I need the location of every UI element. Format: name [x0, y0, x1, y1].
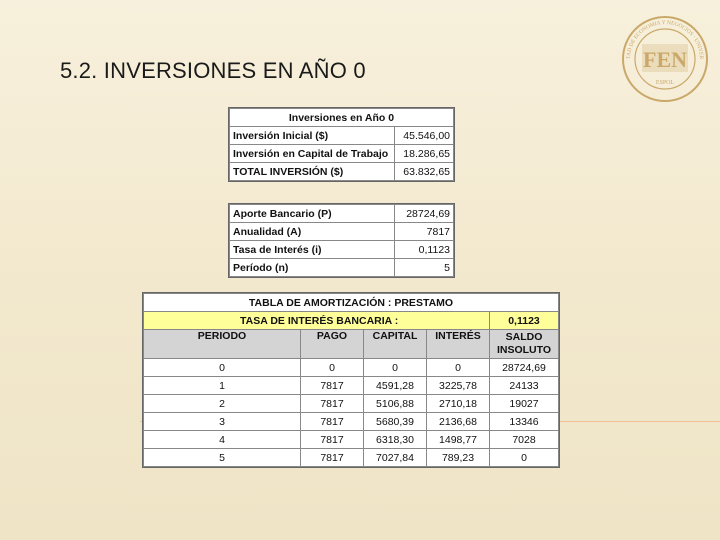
col-header-saldo: SALDO INSOLUTO [490, 330, 559, 359]
table-row: Período (n) 5 [230, 259, 454, 277]
col-header-interes: INTERÉS [427, 330, 490, 359]
col-header-periodo: PERIODO [144, 330, 301, 359]
table-row: TOTAL INVERSIÓN ($) 63.832,65 [230, 163, 454, 181]
amortization-table [142, 292, 560, 468]
logo-ring-text: TAD DE ECONOMIA Y NEGOCIOS · UNIVER [625, 19, 705, 60]
col-header-capital: CAPITAL [364, 330, 427, 359]
table-row: 4 7817 6318,30 1498,77 7028 [144, 431, 559, 449]
table-row: Anualidad (A) 7817 [230, 223, 454, 241]
slide-title: 5.2. INVERSIONES EN AÑO 0 [60, 58, 366, 83]
table-row: Aporte Bancario (P) 28724,69 [230, 205, 454, 223]
logo-bottom-text: ESPOL [655, 80, 675, 86]
rate-label: TASA DE INTERÉS BANCARIA : [144, 312, 490, 330]
table-row: Inversión en Capital de Trabajo 18.286,65 [230, 145, 454, 163]
col-header-pago: PAGO [301, 330, 364, 359]
table-row: 3 7817 5680,39 2136,68 13346 [144, 413, 559, 431]
logo-text: FEN [643, 47, 687, 72]
prestamo-params-table [228, 203, 455, 278]
table-row: Tasa de Interés (i) 0,1123 [230, 241, 454, 259]
table-row: 0 0 0 0 28724,69 [144, 359, 559, 377]
rate-value: 0,1123 [490, 312, 559, 330]
amortization-title: TABLA DE AMORTIZACIÓN : PRESTAMO [144, 294, 559, 312]
inversiones-table-header: Inversiones en Año 0 [230, 109, 454, 127]
inversiones-table [228, 107, 455, 182]
table-row: Inversión Inicial ($) 45.546,00 [230, 127, 454, 145]
table-row: 1 7817 4591,28 3225,78 24133 [144, 377, 559, 395]
table-row: 5 7817 7027,84 789,23 0 [144, 449, 559, 467]
fen-logo-icon [620, 14, 710, 104]
table-row: 2 7817 5106,88 2710,18 19027 [144, 395, 559, 413]
